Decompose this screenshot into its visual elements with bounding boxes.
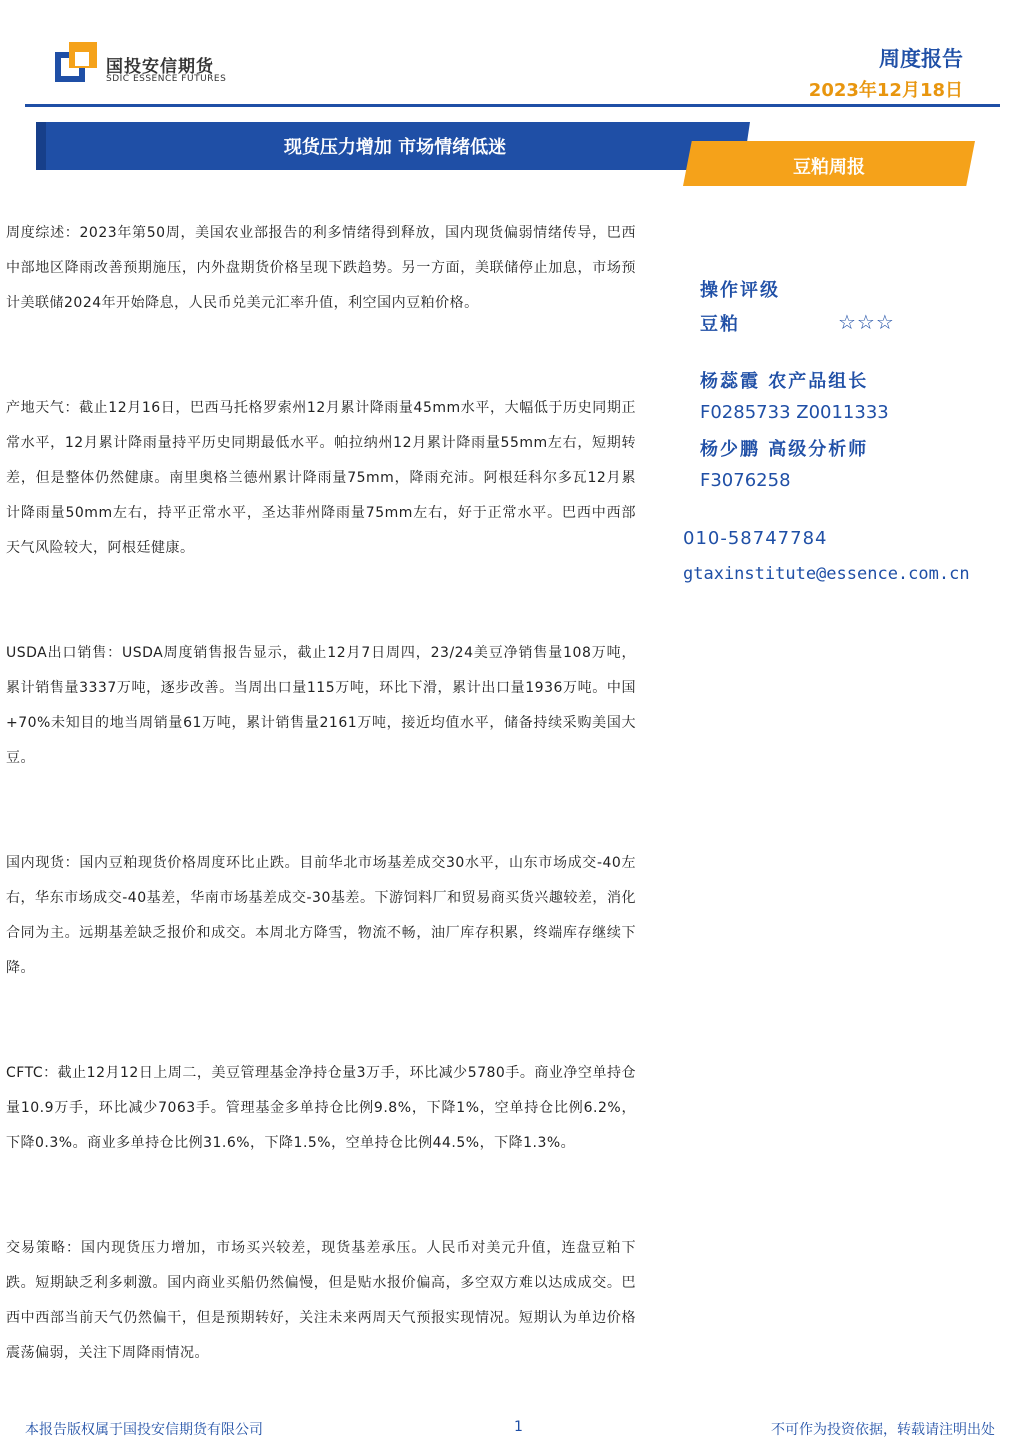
contact-phone: 010-58747784 xyxy=(683,528,828,549)
company-name-cn: 国投安信期货 xyxy=(106,57,214,77)
analyst-2-title: 杨少鹏 高级分析师 xyxy=(700,439,869,460)
paragraph-domestic-spot: 国内现货：国内豆粕现货价格周度环比止跌。目前华北市场基差成交30水平，山东市场成交-40左右，华东市场成交-40基差，华南市场基差成交-30基差。下游饲料厂和贸易商买货兴趣较差，消化合同为主。远期基差缺乏报价和成交。本周北方降雪，物流不畅，油厂库存积累，终端库存继续下降。 xyxy=(6,855,636,976)
footer-copyright: 本报告版权属于国投安信期货有限公司 xyxy=(25,1422,263,1438)
analyst-1-title: 杨蕊霞 农产品组长 xyxy=(700,371,869,392)
rating-stars-icon: ☆☆☆ xyxy=(838,310,895,334)
paragraph-weekly-summary: 周度综述：2023年第50周，美国农业部报告的利多情绪得到释放，国内现货偏弱情绪传导，巴西中部地区降雨改善预期施压，内外盘期货价格呈现下跌趋势。另一方面，美联储停止加息，市场预计美联储2024年开始降息，人民币兑美元汇率升值，利空国内豆粕价格。 xyxy=(6,225,636,311)
paragraph-strategy: 交易策略：国内现货压力增加，市场买兴较差，现货基差承压。人民币对美元升值，连盘豆粕下跌。短期缺乏利多刺激。国内商业买船仍然偏慢，但是贴水报价偏高，多空双方难以达成成交。巴西中西部当前天气仍然偏干，但是预期转好，关注未来两周天气预报实现情况。短期认为单边价格震荡偏弱，关注下周降雨情况。 xyxy=(6,1240,636,1361)
paragraph-cftc: CFTC：截止12月12日上周二，美豆管理基金净持仓量3万手，环比减少5780手。商业净空单持仓量10.9万手，环比减少7063手。管理基金多单持仓比例9.8%，下降1%，空单持仓比例6.2%，下降0.3%。商业多单持仓比例31.6%，下降1.5%，空单持仓比例44.5%，下降1.3%。 xyxy=(6,1065,636,1151)
paragraph-usda-export: USDA出口销售：USDA周度销售报告显示，截止12月7日周四，23/24美豆净销售量108万吨，累计销售量3337万吨，逐步改善。当周出口量115万吨，环比下滑，累计出口量1936万吨。中国+70%未知目的地当周销量61万吨，累计销售量2161万吨，接近均值水平，储备持续采购美国大豆。 xyxy=(6,645,636,766)
analyst-1-id: F0285733 Z0011333 xyxy=(700,402,889,423)
company-logo-icon xyxy=(55,42,99,84)
analyst-2-id: F3076258 xyxy=(700,470,791,491)
report-title: 现货压力增加 市场情绪低迷 xyxy=(283,137,507,158)
contact-email: gtaxinstitute@essence.com.cn xyxy=(683,564,970,584)
footer-disclaimer: 不可作为投资依据，转载请注明出处 xyxy=(771,1422,995,1438)
report-type: 周度报告 xyxy=(879,47,963,71)
rating-product: 豆粕 xyxy=(700,314,740,335)
report-date: 2023年12月18日 xyxy=(808,80,963,101)
report-subtitle: 豆粕周报 xyxy=(793,157,865,178)
rating-title: 操作评级 xyxy=(700,280,780,301)
paragraph-weather: 产地天气：截止12月16日，巴西马托格罗索州12月累计降雨量45mm水平，大幅低于历史同期正常水平，12月累计降雨量持平历史同期最低水平。帕拉纳州12月累计降雨量55mm左右，短期转差，但是整体仍然健康。南里奥格兰德州累计降雨量75mm，降雨充沛。阿根廷科尔多瓦12月累计降雨量50mm左右，持平正常水平，圣达菲州降雨量75mm左右，好于正常水平。巴西中西部天气风险较大，阿根廷健康。 xyxy=(6,400,636,556)
report-body xyxy=(6,216,636,1441)
company-name-en: SDIC ESSENCE FUTURES xyxy=(106,74,227,84)
page-number: 1 xyxy=(514,1419,523,1435)
header-divider xyxy=(25,104,1000,107)
